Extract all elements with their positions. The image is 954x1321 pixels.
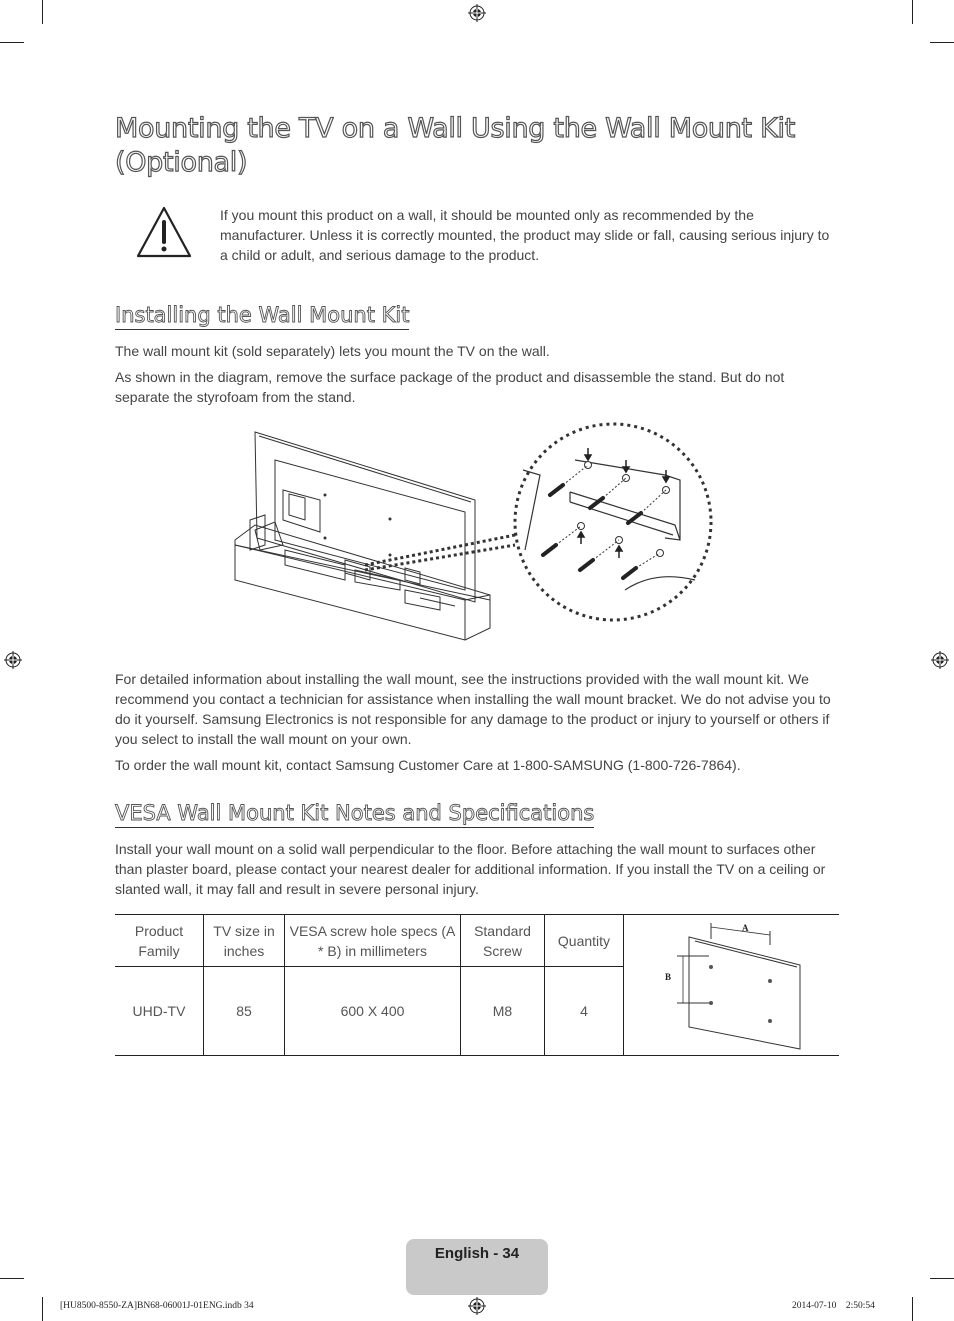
paragraph: Install your wall mount on a solid wall perpendicular to the floor. Before attaching the wall mount to surfaces other than plaster board, please contact your nearest dealer for additional information. If you install the TV on a ceiling or slanted wall, it may fall and result in severe personal injury. [115,841,826,897]
paragraph: As shown in the diagram, remove the surface package of the product and disassemble the stand. But do not separate the styrofoam from the stand. [115,369,785,405]
crop-mark [930,1278,954,1279]
wall-mount-illustration [225,420,725,660]
paragraph: For detailed information about installing the wall mount, see the instructions provided with the wall mount kit. We recommend you contact a technician for assistance when installing the wall mount bracket. We do not advise you to do it yourself. Samsung Electronics is not responsible for any damage to the product or injury to yourself or others if you select to install the wall mount on your own. [115,671,831,747]
print-timestamp: 2014-07-10 2:50:54 [792,1301,875,1311]
table-header: Quantity [545,915,624,967]
crop-mark [912,0,913,24]
paragraph: The wall mount kit (sold separately) lets you mount the TV on the wall. [115,343,550,359]
vesa-spec-table [115,914,839,1056]
crop-mark [912,1297,913,1321]
table-cell: 85 [204,967,285,1056]
label-a: A [741,923,748,933]
crop-mark [42,1297,43,1321]
table-header: Standard Screw [461,915,545,967]
warning-text: If you mount this product on a wall, it should be mounted only as recommended by the manufacturer. Unless it is correctly mounted, the product may slide or fall, causing serious injury to a child or adult, and serious damage to the product. [220,207,830,263]
file-slug: [HU8500-8550-ZA]BN68-06001J-01ENG.indb 34 [60,1301,254,1311]
page-number: English - 34 [434,1245,520,1262]
registration-mark-icon [468,1297,486,1315]
table-header: VESA screw hole specs (A * B) in millimeters [285,915,461,967]
page-title: Mounting the TV on a Wall Using the Wall Mount Kit (Optional) [115,113,796,178]
table-cell: 600 X 400 [285,967,461,1056]
section-heading-installing: Installing the Wall Mount Kit [115,301,409,330]
registration-mark-icon [468,4,486,22]
label-b: B [664,972,671,982]
table-cell: UHD-TV [115,967,204,1056]
section-heading-vesa: VESA Wall Mount Kit Notes and Specifications [115,799,594,828]
table-cell: M8 [461,967,545,1056]
table-header: TV size in inches [204,915,285,967]
registration-mark-icon [4,651,22,669]
crop-mark [0,1278,24,1279]
crop-mark [42,0,43,24]
paragraph: To order the wall mount kit, contact Samsung Customer Care at 1-800-SAMSUNG (1-800-726-7864). [115,757,741,773]
crop-mark [0,42,24,43]
registration-mark-icon [931,651,949,669]
vesa-diagram-cell [624,915,840,1056]
warning-icon [135,204,193,260]
crop-mark [930,42,954,43]
table-cell: 4 [545,967,624,1056]
vesa-hole-diagram [625,915,839,1050]
table-header: Product Family [115,915,204,967]
